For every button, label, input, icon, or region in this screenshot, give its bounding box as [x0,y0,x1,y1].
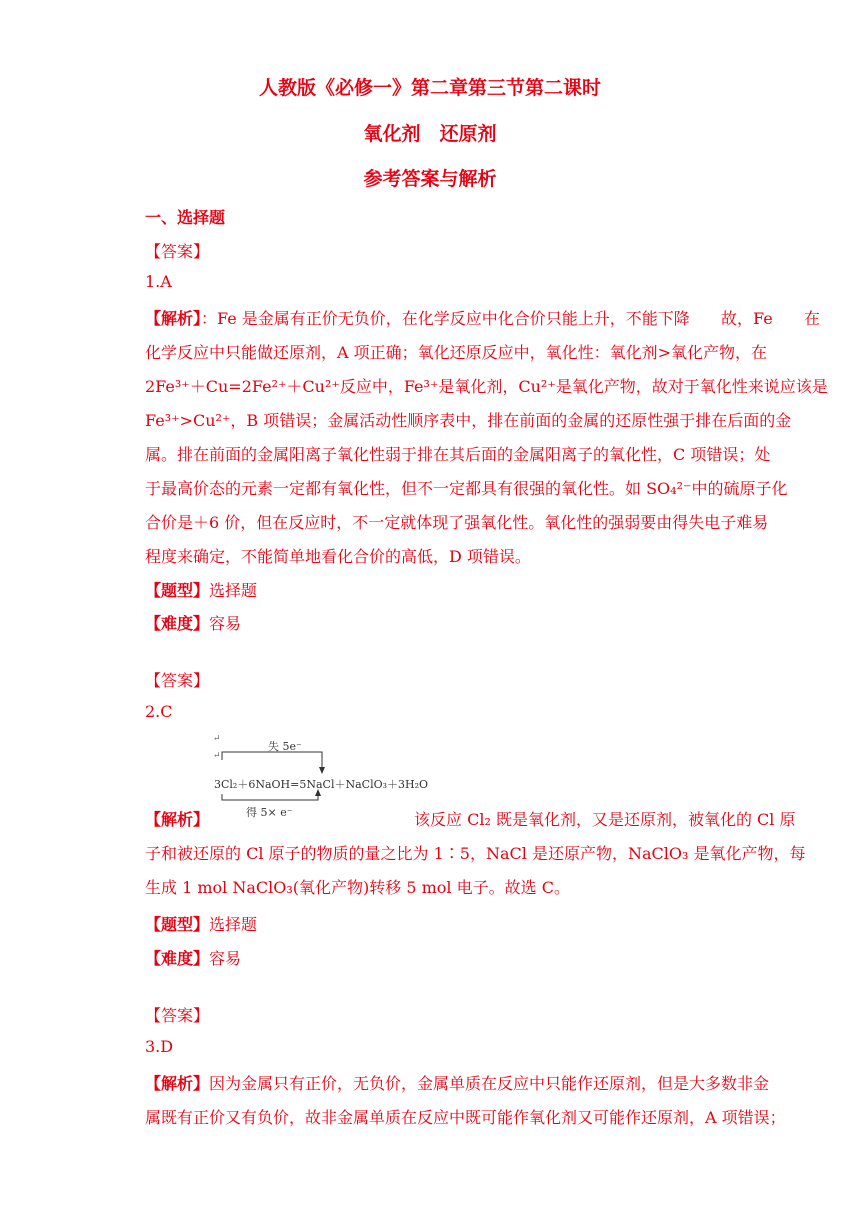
q2-analysis-line-2: 子和被还原的 Cl 原子的物质的量之比为 1∶5，NaCl 是还原产物，NaClO₃ 是氧化产物，每 [145,844,806,863]
q1-answer: 1.A [145,272,172,291]
q1-analysis-label: 【解析】 [145,309,202,328]
gain-electrons-label: 得 5× e⁻ [246,806,293,819]
q1-difficulty: 【难度】容易 [145,614,242,633]
q3-analysis-line-1: 【解析】因为金属只有正价，无负价，金属单质在反应中只能作还原剂，但是大多数非金 [145,1074,770,1093]
reaction-equation: 3Cl₂＋6NaOH=5NaCl＋NaClO₃＋3H₂O [214,778,429,791]
q2-answer-label: 【答案】 [145,671,210,690]
doc-heading: 参考答案与解析 [363,168,497,190]
q1-analysis-line-6: 于最高价态的元素一定都有氧化性，但不一定都具有很强的氧化性。如 SO₄²⁻中的硫原子化 [145,479,788,498]
electron-transfer-diagram: ↵ ↵ 失 5e⁻ 3Cl₂＋6NaOH=5NaCl＋NaClO₃＋3H₂O 得 5× e⁻ [210,734,420,826]
q2-analysis-line-3: 生成 1 mol NaClO₃(氧化产物)转移 5 mol 电子。故选 C。 [145,878,570,897]
q1-answer-label: 【答案】 [145,242,210,261]
q1-analysis-line-1: 【解析】：Fe 是金属有正价无负价，在化学反应中化合价只能上升，不能下降 故，Fe 在 [145,309,820,328]
q1-analysis-line-7: 合价是＋6 价，但在反应时，不一定就体现了强氧化性。氧化性的强弱要由得失电子难易 [145,513,769,532]
q1-analysis-line-2: 化学反应中只能做还原剂，A 项正确；氧化还原反应中，氧化性：氧化剂>氧化产物，在 [145,343,768,362]
q1-analysis-line-5: 属。排在前面的金属阳离子氧化性弱于排在其后面的金属阳离子的氧化性，C 项错误；处 [145,445,771,464]
q1-analysis-line-4: Fe³⁺>Cu²⁺，B 项错误；金属活动性顺序表中，排在前面的金属的还原性强于排在后面的金 [145,411,792,430]
q1-type: 【题型】选择题 [145,581,258,600]
q2-answer: 2.C [145,702,173,721]
q1-analysis-line-8: 程度来确定，不能简单地看化合价的高低，D 项错误。 [145,547,531,566]
section-heading: 一、选择题 [145,208,226,227]
q2-difficulty: 【难度】容易 [145,949,242,968]
q2-analysis-label: 【解析】 [145,810,210,829]
doc-title: 人教版《必修一》第二章第三节第二课时 [258,77,601,99]
q3-answer: 3.D [145,1037,174,1056]
q2-analysis-line-1: 该反应 Cl₂ 既是氧化剂，又是还原剂，被氧化的 Cl 原 [414,810,796,829]
q2-type: 【题型】选择题 [145,915,258,934]
lose-electrons-label: 失 5e⁻ [268,740,302,753]
q1-analysis-line-3: 2Fe³⁺＋Cu=2Fe²⁺＋Cu²⁺反应中，Fe³⁺是氧化剂，Cu²⁺是氧化产物，故对于氧化性来说应该是 [145,377,828,396]
doc-subtitle: 氧化剂 还原剂 [363,123,497,145]
q3-answer-label: 【答案】 [145,1006,210,1025]
q3-analysis-line-2: 属既有正价又有负价，故非金属单质在反应中既可能作氧化剂又可能作还原剂，A 项错误； [145,1108,786,1127]
